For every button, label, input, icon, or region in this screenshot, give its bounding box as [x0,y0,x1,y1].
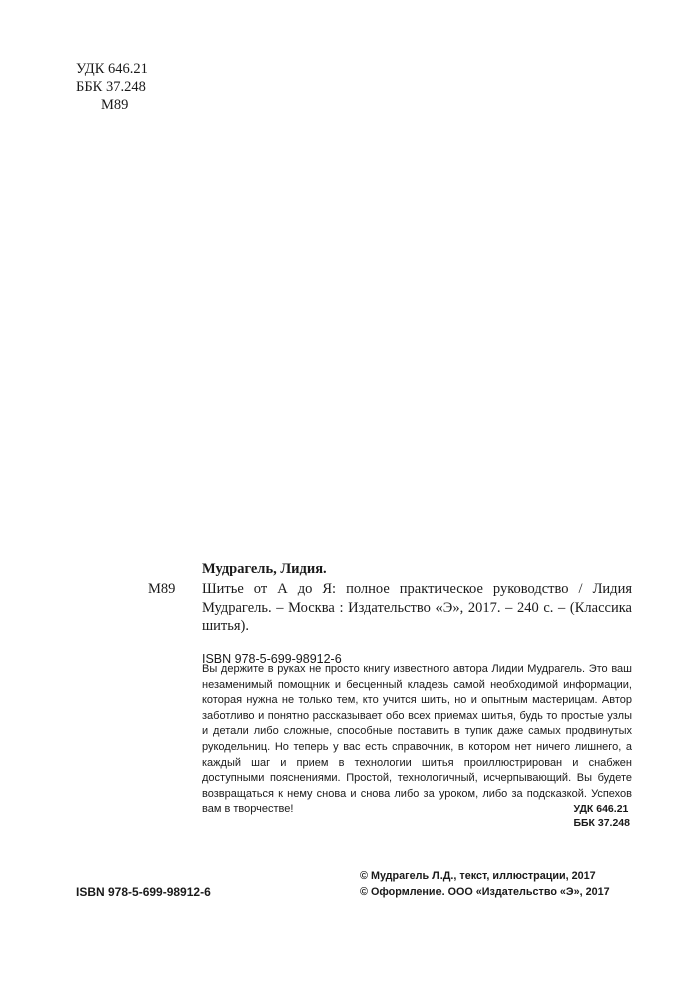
udk-code-bottom: УДК 646.21 [573,803,629,815]
copyright-text: © Мудрагель Л.Д., текст, иллюстрации, 2017 [360,870,596,882]
classification-block-top [76,60,148,114]
record-author-mark: М89 [148,581,176,597]
record-author: Мудрагель, Лидия. [202,561,327,577]
udk-code: УДК 646.21 [76,61,148,77]
copyright-design: © Оформление. ООО «Издательство «Э», 2017 [360,885,610,898]
record-description: Шитье от А до Я: полное практическое руководство / Лидия Мудрагель. – Москва : Издательство «Э», 2017. – 240 с. – (Классика шитья). [202,581,632,634]
bibliographic-record [202,560,632,668]
classification-block-bottom [573,802,630,830]
record-isbn: ISBN 978-5-699-98912-6 [202,651,342,666]
isbn-bottom: ISBN 978-5-699-98912-6 [76,885,211,899]
copyright-block [360,869,610,900]
bbk-code: ББК 37.248 [76,79,146,95]
author-mark: М89 [101,97,129,113]
annotation-text: Вы держите в руках не просто книгу известного автора Лидии Мудрагель. Это ваш незаменимый помощник и бесценный кладезь самой необходимой информации, которая нужна не только тем, кто учится шить, но и опытным мастерицам. Автор заботливо и понятно рассказывает обо всех приемах шитья, будь то простые узлы и детали либо сложные, способные поставить в тупик даже самых продвинутых рукодельниц. Но теперь у вас есть справочник, в котором нет ничего лишнего, а каждый шаг и прием в технологии шитья проиллюстрирован и снабжен доступными пояснениями. Простой, технологичный, исчерпывающий. Вы будете возвращаться к нему снова и снова либо за уроком, либо за подсказкой. Успехов вам в творчестве! [202,663,632,816]
bbk-code-bottom: ББК 37.248 [573,817,630,829]
